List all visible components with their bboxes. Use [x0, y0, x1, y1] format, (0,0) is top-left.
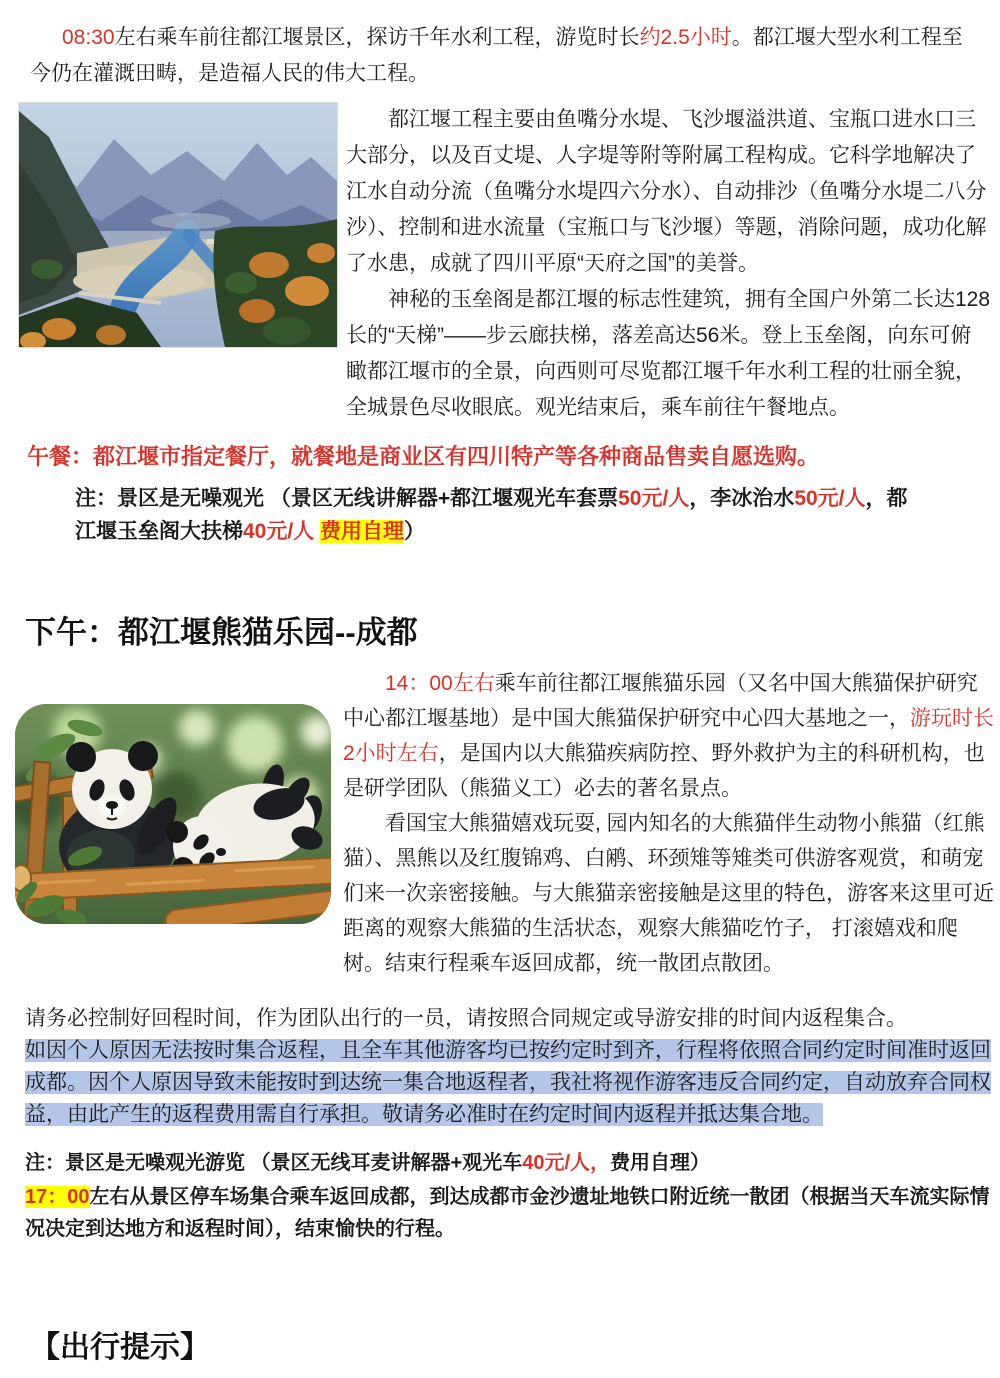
- return-policy: [25, 1003, 992, 1131]
- dujiangyan-paragraph-2: 神秘的玉垒阁是都江堰的标志性建筑，拥有全国户外第二长达128长的“天梯”——步云廊扶梯，落差高达56米。登上玉垒阁，向东可俯瞰都江堰市的全景，向西则可尽览都江堰千年水利工程的壮丽全貌，全城景色尽收眼底。观光结束后，乘车前往午餐地点。: [346, 288, 991, 419]
- panda-duration: 游玩时长2小时左右: [343, 707, 994, 765]
- note2-text-2: 费用自理）: [610, 1152, 711, 1174]
- panda-time: 14：00左右: [385, 672, 495, 695]
- note1-price-3: 40元/人: [243, 520, 315, 543]
- panda-text-2: ，是国内以大熊猫疾病防控、野外救护为主的科研机构，也是研学团队（熊猫义工）必去的著名景点。: [343, 742, 985, 800]
- dujiangyan-aerial-illustration: [19, 103, 337, 347]
- note2-text-1: 注：景区是无噪观光游览 （景区无线耳麦讲解器+观光车: [25, 1152, 523, 1174]
- intro-paragraph: [30, 20, 974, 92]
- dujiangyan-description: [346, 102, 992, 426]
- note1-text-1: 注：景区是无噪观光 （景区无线讲解器+都江堰观光车套票: [75, 487, 619, 510]
- intro-duration: 约2.5小时: [639, 26, 732, 49]
- note1-text-2: ，李冰治水: [689, 487, 795, 510]
- note1-text-3: ，都江堰玉垒阁大扶梯: [75, 487, 908, 543]
- fee-note-1: [75, 482, 915, 548]
- note1-price-1: 50元/人: [618, 487, 690, 510]
- afternoon-heading: 下午：都江堰熊猫乐园--成都: [25, 615, 418, 650]
- panda-description: [343, 666, 995, 981]
- fee-note-2: [25, 1149, 1000, 1177]
- note2-price: 40元/人，: [522, 1152, 611, 1174]
- return-policy-highlight-wrap: [25, 1035, 992, 1131]
- dujiangyan-paragraph-1: 都江堰工程主要由鱼嘴分水堤、飞沙堰溢洪道、宝瓶口进水口三大部分，以及百丈堤、人字堤等附等附属工程构成。它科学地解决了江水自动分流（鱼嘴分水堤四六分水）、自动排沙（鱼嘴分水堤二八分沙）、控制和进水流量（宝瓶口与飞沙堰）等题，消除问题，成功化解了水患，成就了四川平原“天府之国”的美誉。: [346, 108, 987, 275]
- return-policy-highlight: 如因个人原因无法按时集合返程，且全车其他游客均已按约定时到齐，行程将依照合同约定时间准时返回成都。因个人原因导致未能按时到达统一集合地返程者，我社将视作游客违反合同约定，自动放弃合同权益，由此产生的返程费用需自行承担。敬请务必准时在约定时间内返程并抵达集合地。: [25, 1039, 991, 1126]
- note1-price-2: 50元/人: [794, 487, 866, 510]
- return-policy-intro: 请务必控制好回程时间，作为团队出行的一员，请按照合同规定或导游安排的时间内返程集合。: [25, 1007, 907, 1030]
- intro-text-1: 左右乘车前往都江堰景区，探访千年水利工程，游览时长: [114, 26, 640, 49]
- panda-paragraph-1: [343, 666, 995, 806]
- panda-illustration: [15, 704, 331, 924]
- departure-paragraph: [25, 1181, 998, 1245]
- intro-time: 08:30: [62, 26, 115, 49]
- note1-close-paren: ）: [404, 520, 426, 543]
- departure-text: 左右从景区停车场集合乘车返回成都，到达成都市金沙遗址地铁口附近统一散团（根据当天车流实际情况决定到达地方和返程时间），结束愉快的行程。: [25, 1186, 990, 1240]
- section-dujiangyan: [18, 102, 992, 426]
- section-panda-park: [15, 666, 995, 981]
- panda-park-photo: [15, 704, 331, 924]
- note1-self-pay-highlight: 费用自理: [320, 520, 405, 543]
- travel-tips-heading: 【出行提示】: [30, 1331, 210, 1364]
- departure-time-highlight: 17：00: [25, 1186, 90, 1208]
- panda-text-1: 乘车前往都江堰熊猫乐园（又名中国大熊猫保护研究中心都江堰基地）是中国大熊猫保护研究中心四大基地之一，: [343, 672, 978, 730]
- intro-text-2: 。都江堰大型水利工程至今仍在灌溉田畴，是造福人民的伟大工程。: [30, 26, 963, 85]
- lunch-note: 午餐：都江堰市指定餐厅，就餐地是商业区有四川特产等各种商品售卖自愿选购。: [27, 444, 820, 469]
- dujiangyan-aerial-photo: [18, 102, 338, 348]
- panda-paragraph-2: 看国宝大熊猫嬉戏玩耍, 园内知名的大熊猫伴生动物小熊猫（红熊猫）、黑熊以及红腹锦鸡、白鹇、环颈雉等雉类可供游客观赏，和萌宠们来一次亲密接触。与大熊猫亲密接触是这里的特色，游客来这里可近距离的观察大熊猫的生活状态，观察大熊猫吃竹子， 打滚嬉戏和爬树。结束行程乘车返回成都，统一散团点散团。: [343, 812, 994, 975]
